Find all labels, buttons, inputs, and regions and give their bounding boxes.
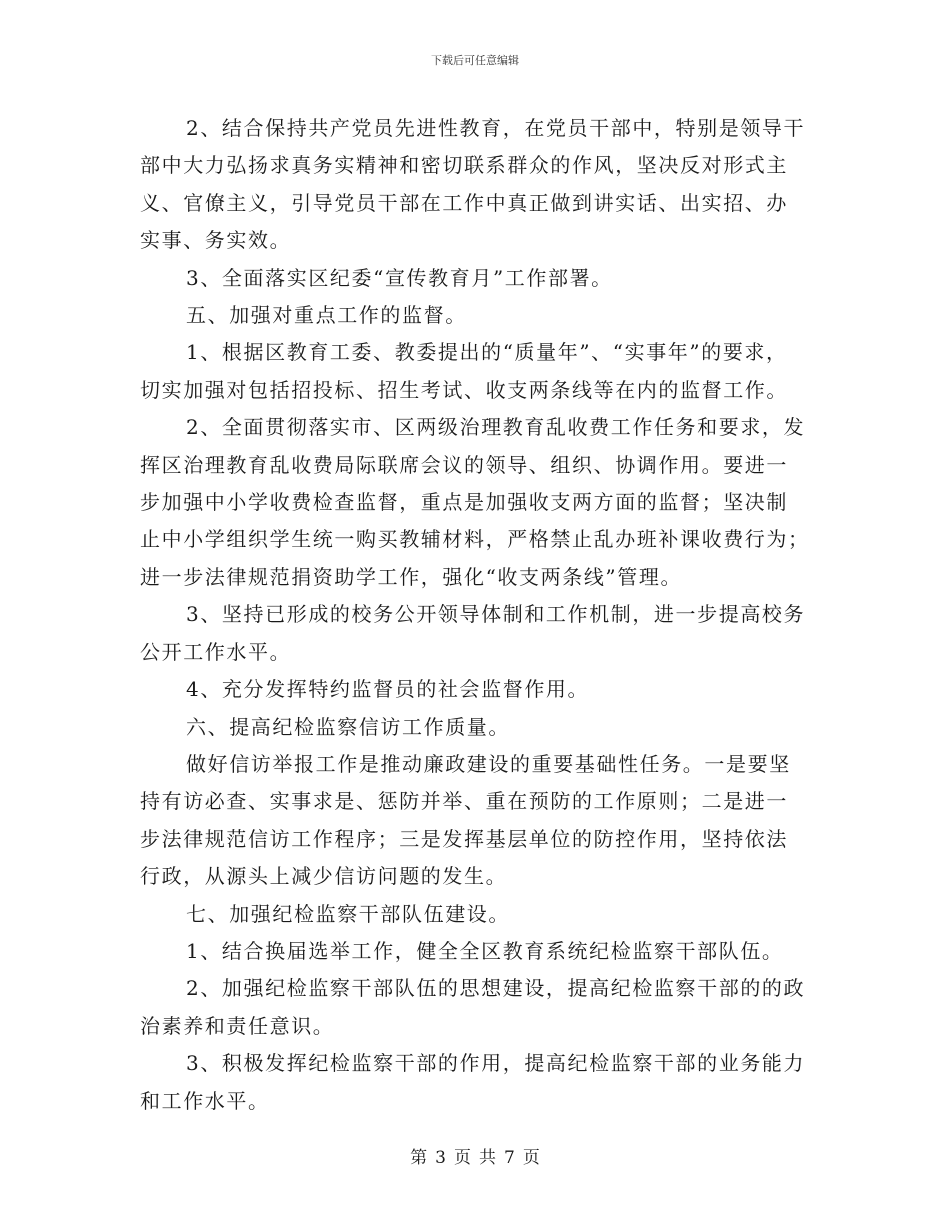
paragraph-section-5-item-2 bbox=[140, 409, 812, 596]
text-line: 挥区治理教育乱收费局际联席会议的领导、组织、协调作用。要进一 bbox=[140, 452, 788, 477]
paragraph-section-5-item-4 bbox=[140, 671, 812, 708]
section-heading-7 bbox=[140, 896, 812, 933]
page-number-suffix: 页 bbox=[522, 1148, 540, 1168]
text-line: 实事、务实效。 bbox=[140, 228, 292, 253]
text-line: 切实加强对包括招投标、招生考试、收支两条线等在内的监督工作。 bbox=[140, 377, 788, 402]
text-line: 4、充分发挥特约监督员的社会监督作用。 bbox=[186, 677, 590, 702]
text-line: 做好信访举报工作是推动廉政建设的重要基础性任务。一是要坚 bbox=[186, 751, 791, 776]
page-number-prefix: 第 bbox=[410, 1148, 428, 1168]
text-line: 行政，从源头上减少信访问题的发生。 bbox=[140, 864, 508, 889]
text-line: 进一步法律规范捐资助学工作，强化“收支两条线”管理。 bbox=[140, 564, 683, 589]
text-line: 义、官僚主义，引导党员干部在工作中真正做到讲实话、出实招、办 bbox=[140, 190, 788, 215]
current-page-number: 3 bbox=[435, 1148, 446, 1168]
text-line: 和工作水平。 bbox=[140, 1088, 270, 1113]
heading-line: 五、加强对重点工作的监督。 bbox=[186, 303, 467, 328]
heading-line: 七、加强纪检监察干部队伍建设。 bbox=[186, 901, 510, 926]
text-line: 部中大力弘扬求真务实精神和密切联系群众的作风，坚决反对形式主 bbox=[140, 153, 788, 178]
paragraph-section-7-item-3 bbox=[140, 1045, 812, 1120]
text-line: 步加强中小学收费检查监督，重点是加强收支两方面的监督；坚决制 bbox=[140, 490, 788, 515]
text-line: 止中小学组织学生统一购买教辅材料，严格禁止乱办班补课收费行为； bbox=[140, 527, 810, 552]
total-pages-number: 7 bbox=[504, 1148, 515, 1168]
document-body bbox=[140, 110, 812, 1120]
text-line: 持有访必查、实事求是、惩防并举、重在预防的工作原则；二是进一 bbox=[140, 789, 788, 814]
paragraph-item-3-education-month bbox=[140, 260, 812, 297]
text-line: 2、全面贯彻落实市、区两级治理教育乱收费工作任务和要求，发 bbox=[186, 415, 806, 440]
text-line: 3、积极发挥纪检监察干部的作用，提高纪检监察干部的业务能力 bbox=[186, 1051, 806, 1076]
page-header bbox=[0, 53, 950, 69]
paragraph-section-6-body bbox=[140, 746, 812, 896]
text-line: 治素养和责任意识。 bbox=[140, 1013, 335, 1038]
text-line: 1、结合换届选举工作，健全全区教育系统纪检监察干部队伍。 bbox=[186, 938, 784, 963]
paragraph-section-5-item-3 bbox=[140, 596, 812, 671]
text-line: 3、全面落实区纪委“宣传教育月”工作部署。 bbox=[186, 265, 613, 290]
text-line: 步法律规范信访工作程序；三是发挥基层单位的防控作用，坚持依法 bbox=[140, 826, 788, 851]
text-line: 2、结合保持共产党员先进性教育，在党员干部中，特别是领导干 bbox=[186, 116, 806, 140]
page-footer bbox=[0, 1146, 950, 1170]
text-line: 1、根据区教育工委、教委提出的“质量年”、“实事年”的要求， bbox=[186, 340, 788, 365]
text-line: 3、坚持已形成的校务公开领导体制和工作机制，进一步提高校务 bbox=[186, 602, 806, 627]
paragraph-section-5-item-1 bbox=[140, 334, 812, 409]
text-line: 公开工作水平。 bbox=[140, 639, 292, 664]
paragraph-item-2-party-education bbox=[140, 110, 812, 260]
page-number-middle: 页 bbox=[454, 1148, 471, 1168]
total-label: 共 bbox=[479, 1148, 496, 1168]
section-heading-5 bbox=[140, 297, 812, 334]
text-line: 2、加强纪检监察干部队伍的思想建设，提高纪检监察干部的的政 bbox=[186, 976, 806, 1001]
heading-line: 六、提高纪检监察信访工作质量。 bbox=[186, 714, 510, 739]
header-text: 下载后可任意编辑 bbox=[431, 54, 519, 67]
paragraph-section-7-item-1 bbox=[140, 933, 812, 970]
section-heading-6 bbox=[140, 709, 812, 746]
paragraph-section-7-item-2 bbox=[140, 970, 812, 1045]
